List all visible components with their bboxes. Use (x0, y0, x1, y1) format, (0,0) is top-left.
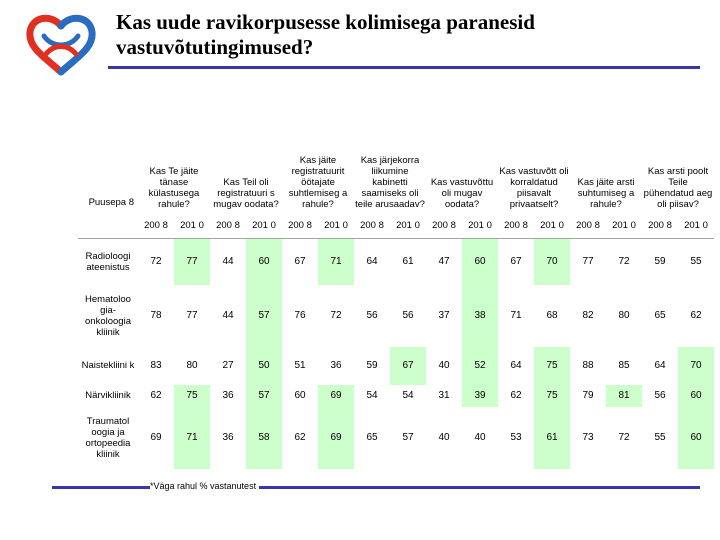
cell-value: 59 (654, 256, 666, 268)
cell-value: 76 (294, 310, 306, 321)
cell-value: 31 (438, 390, 450, 401)
cell-value: 56 (654, 390, 666, 401)
cell-value: 37 (438, 310, 450, 321)
cell-value: 58 (246, 407, 282, 469)
cell-value: 69 (150, 432, 162, 443)
question-header: Kas arsti poolt Teile pühendatud aeg oli piisav? (643, 166, 713, 210)
cell-value: 68 (546, 310, 558, 321)
cell-value: 40 (438, 360, 450, 371)
row-label: Traumatol oogia ja ortopeedia kliinik (85, 415, 131, 460)
cell-value: 81 (606, 385, 642, 407)
cell-value: 47 (438, 256, 450, 268)
cell-value: 56 (366, 310, 378, 321)
cell-value: 56 (402, 310, 414, 321)
question-header: Kas vastuvõttu oli mugav oodata? (430, 177, 494, 210)
question-header-row (78, 120, 714, 212)
cell-value: 44 (222, 256, 234, 268)
year-header: 200 8 (354, 212, 390, 239)
corner-label: Puusepa 8 (88, 197, 134, 208)
cell-value: 79 (582, 390, 594, 401)
cell-value: 77 (186, 310, 198, 321)
cell-value: 60 (246, 239, 282, 285)
row-label: Radioloogi ateenistus (85, 250, 131, 273)
cell-value: 44 (222, 310, 234, 321)
year-header-row (78, 212, 714, 239)
cell-value: 88 (582, 360, 594, 371)
year-header: 201 0 (174, 212, 210, 239)
cell-value: 60 (294, 390, 306, 401)
cell-value: 77 (174, 239, 210, 285)
year-header: 200 8 (498, 212, 534, 239)
cell-value: 55 (690, 256, 702, 268)
table-row (78, 239, 714, 285)
question-header: Kas Te jäite tänase külastusega rahule? (148, 166, 200, 210)
cell-value: 62 (150, 390, 162, 401)
page-title: Kas uude ravikorpusesse kolimisega paranesid vastuvõtutingimused? (116, 10, 535, 59)
cell-value: 85 (618, 360, 630, 371)
cell-value: 36 (330, 360, 342, 371)
cell-value: 69 (318, 407, 354, 469)
cell-value: 36 (222, 432, 234, 443)
cell-value: 36 (222, 390, 234, 401)
cell-value: 40 (474, 432, 486, 443)
cell-value: 69 (318, 385, 354, 407)
cell-value: 60 (462, 239, 498, 285)
cell-value: 50 (246, 347, 282, 385)
cell-value: 57 (246, 285, 282, 347)
table-row (78, 285, 714, 347)
cell-value: 83 (150, 360, 162, 371)
year-header: 201 0 (462, 212, 498, 239)
cell-value: 57 (246, 385, 282, 407)
cell-value: 59 (366, 360, 378, 371)
cell-value: 62 (510, 390, 522, 401)
row-label: Närvikliinik (85, 390, 131, 401)
table-row (78, 407, 714, 469)
cell-value: 40 (438, 432, 450, 443)
cell-value: 75 (174, 385, 210, 407)
cell-value: 82 (582, 310, 594, 321)
question-header: Kas jäite arsti suhtumiseg a rahule? (577, 177, 635, 210)
cell-value: 70 (534, 239, 570, 285)
question-header: Kas jäite registratuurit öötajate suhtlemiseg a rahule? (288, 155, 348, 210)
survey-table (78, 120, 714, 469)
cell-value: 61 (402, 256, 414, 268)
cell-value: 72 (330, 310, 342, 321)
hospital-logo-icon (22, 14, 100, 76)
title-divider (108, 66, 700, 69)
cell-value: 70 (678, 347, 714, 385)
row-label: Hematoloo gia-onkoloogia kliinik (85, 293, 131, 338)
cell-value: 62 (690, 310, 702, 321)
year-header: 200 8 (282, 212, 318, 239)
table-row (78, 385, 714, 407)
cell-value: 72 (618, 256, 630, 268)
cell-value: 72 (618, 432, 630, 443)
cell-value: 67 (294, 256, 306, 268)
year-header: 201 0 (390, 212, 426, 239)
cell-value: 55 (654, 432, 666, 443)
cell-value: 67 (510, 256, 522, 268)
cell-value: 80 (186, 360, 198, 371)
year-header: 200 8 (210, 212, 246, 239)
cell-value: 51 (294, 360, 306, 371)
cell-value: 80 (618, 310, 630, 321)
cell-value: 75 (534, 385, 570, 407)
footnote: *Väga rahul % vastanutest (150, 481, 259, 491)
cell-value: 61 (534, 407, 570, 469)
cell-value: 65 (654, 310, 666, 321)
cell-value: 75 (534, 347, 570, 385)
cell-value: 71 (510, 310, 522, 321)
cell-value: 39 (462, 385, 498, 407)
cell-value: 73 (582, 432, 594, 443)
year-header-blank (78, 212, 138, 239)
cell-value: 52 (462, 347, 498, 385)
cell-value: 64 (366, 256, 378, 268)
row-label: Naistekliini k (81, 360, 135, 371)
year-header: 201 0 (678, 212, 714, 239)
cell-value: 64 (654, 360, 666, 371)
cell-value: 72 (150, 256, 162, 268)
cell-value: 54 (366, 390, 378, 401)
cell-value: 57 (402, 432, 414, 443)
year-header: 201 0 (246, 212, 282, 239)
cell-value: 71 (174, 407, 210, 469)
cell-value: 64 (510, 360, 522, 371)
year-header: 201 0 (534, 212, 570, 239)
question-header: Kas järjekorra liikumine kabinetti saamiseks oli teile arusaadav? (355, 155, 425, 210)
cell-value: 62 (294, 432, 306, 443)
year-header: 200 8 (570, 212, 606, 239)
cell-value: 60 (678, 385, 714, 407)
cell-value: 77 (582, 256, 594, 268)
year-header: 200 8 (426, 212, 462, 239)
year-header: 200 8 (642, 212, 678, 239)
question-header: Kas Teil oli registratuuri s mugav oodata? (213, 177, 279, 210)
year-header: 201 0 (606, 212, 642, 239)
cell-value: 27 (222, 360, 234, 371)
year-header: 201 0 (318, 212, 354, 239)
cell-value: 67 (390, 347, 426, 385)
cell-value: 78 (150, 310, 162, 321)
question-header: Kas vastuvõtt oli korraldatud piisavalt privaatselt? (499, 166, 569, 210)
table-row (78, 347, 714, 385)
cell-value: 53 (510, 432, 522, 443)
cell-value: 38 (462, 285, 498, 347)
cell-value: 60 (678, 407, 714, 469)
year-header: 200 8 (138, 212, 174, 239)
cell-value: 54 (402, 390, 414, 401)
cell-value: 65 (366, 432, 378, 443)
cell-value: 71 (318, 239, 354, 285)
